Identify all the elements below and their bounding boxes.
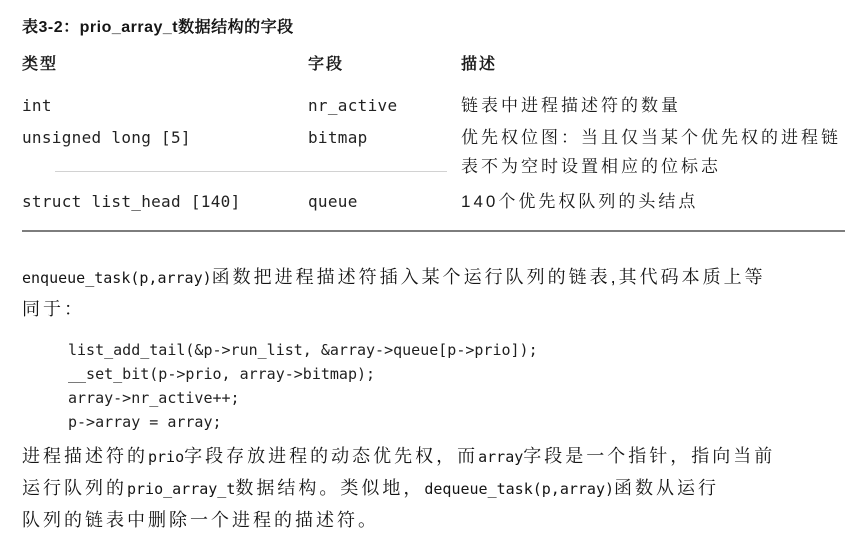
text-line (22, 505, 838, 536)
cell-type: int (22, 96, 52, 115)
prio-array-fields-table (22, 54, 845, 232)
inline-code: dequeue_task(p,array) (424, 480, 615, 498)
cell-type: struct list_head [140] (22, 192, 241, 211)
table-caption: 表3-2：prio_array_t数据结构的字段 (22, 19, 294, 36)
code-block (68, 338, 845, 434)
inline-code: prio_array_t (127, 480, 236, 498)
column-header-desc: 描述 (461, 56, 498, 73)
text-line (22, 473, 838, 505)
text-run: 运行队列的 (22, 478, 127, 498)
closing-paragraph (22, 441, 838, 536)
cell-field: nr_active (308, 96, 398, 115)
text-run: 函数把进程描述符插入某个运行队列的链表,其代码本质上等 (211, 267, 766, 287)
text-line (22, 262, 838, 294)
column-header-type: 类型 (22, 56, 59, 73)
intro-paragraph (22, 262, 838, 325)
column-header-field: 字段 (308, 56, 345, 73)
table-row (22, 187, 845, 216)
code-line: p->array = array; (68, 413, 222, 431)
text-run: 队列的链表中删除一个进程的描述符。 (22, 510, 379, 530)
code-line: __set_bit(p->prio, array->bitmap); (68, 365, 376, 383)
cell-desc: 优先权位图：当且仅当某个优先权的进程链表不为空时设置相应的位标志 (461, 128, 841, 176)
table-header-row (22, 54, 845, 76)
cell-type: unsigned long [5] (22, 128, 191, 147)
text-run: 进程描述符的 (22, 446, 148, 466)
text-run: 函数从运行 (614, 478, 720, 498)
text-run: 数据结构。类似地， (235, 478, 425, 498)
faint-table-rule (55, 171, 447, 172)
code-line: list_add_tail(&p->run_list, &array->queue[p->prio]); (68, 341, 538, 359)
text-line (22, 294, 838, 325)
cell-desc: 140个优先权队列的头结点 (461, 192, 699, 211)
code-line: array->nr_active++; (68, 389, 240, 407)
table-row (22, 123, 845, 181)
inline-code: prio (148, 448, 185, 466)
text-run: 字段是一个指针，指向当前 (523, 446, 776, 466)
inline-code: enqueue_task(p,array) (22, 269, 212, 287)
text-line (22, 441, 838, 473)
table-row (22, 91, 845, 120)
cell-field: queue (308, 192, 358, 211)
cell-field: bitmap (308, 128, 368, 147)
text-run: 字段存放进程的动态优先权，而 (184, 446, 479, 466)
inline-code: array (478, 448, 524, 466)
text-run: 同于： (22, 299, 85, 319)
cell-desc: 链表中进程描述符的数量 (461, 96, 681, 115)
